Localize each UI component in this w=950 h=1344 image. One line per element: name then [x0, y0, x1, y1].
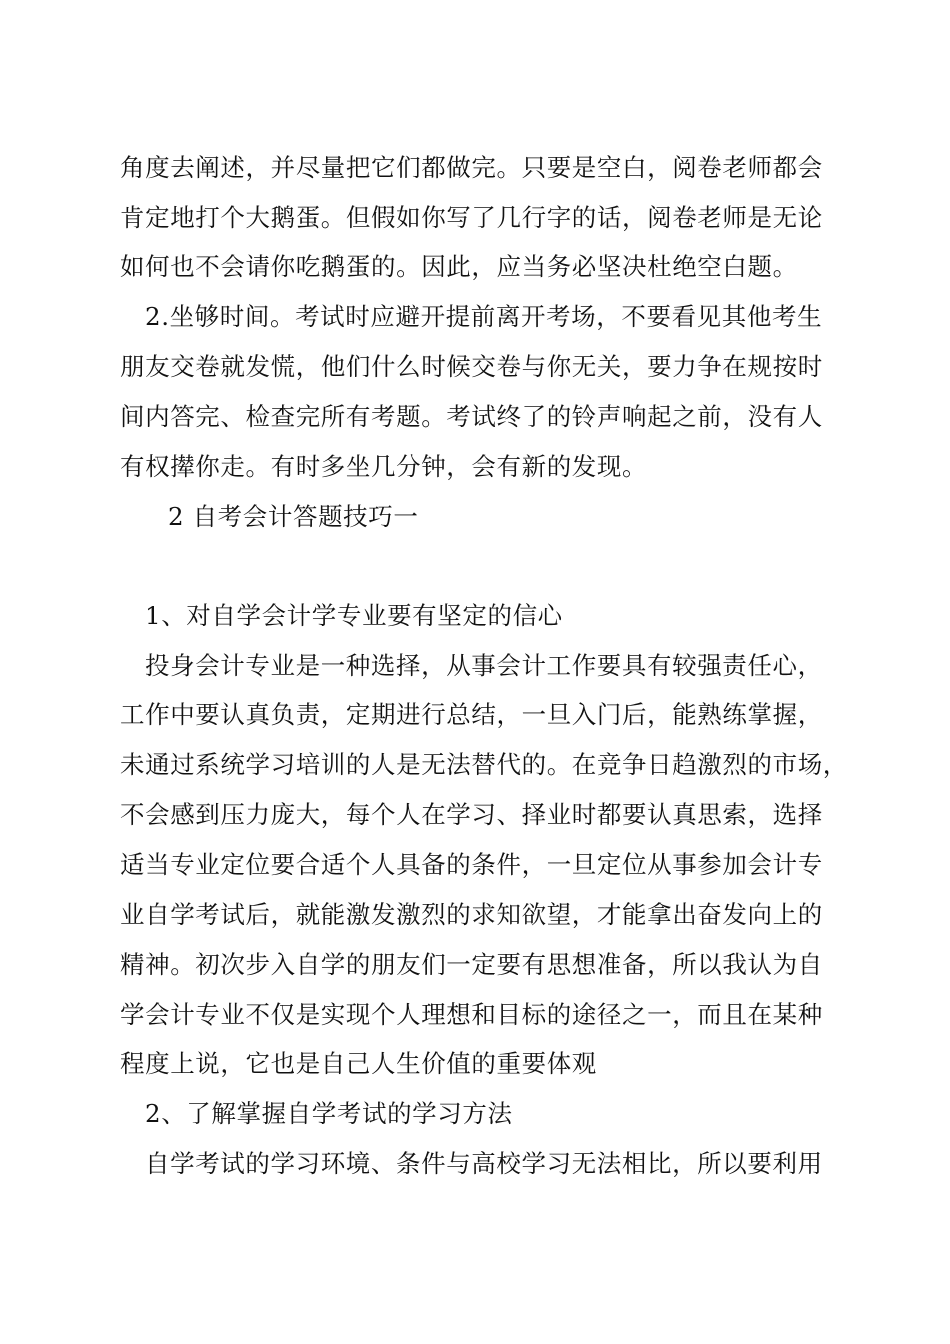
paragraph-line: 间内答完、检查完所有考题。考试终了的铃声响起之前，没有人: [120, 402, 823, 431]
paragraph-line: 有权撵你走。有时多坐几分钟，会有新的发现。: [120, 452, 648, 481]
paragraph-line: 未通过系统学习培训的人是无法替代的。在竞争日趋激烈的市场，: [120, 750, 848, 779]
paragraph-line: 自学考试的学习环境、条件与高校学习无法相比，所以要利用: [145, 1149, 823, 1178]
paragraph-line: 不会感到压力庞大，每个人在学习、择业时都要认真思索，选择: [120, 800, 823, 829]
paragraph-line: 业自学考试后，就能激发激烈的求知欲望，才能拿出奋发向上的: [120, 900, 823, 929]
paragraph-line: 肯定地打个大鹅蛋。但假如你写了几行字的话，阅卷老师是无论: [120, 203, 823, 232]
paragraph-line: 程度上说，它也是自己人生价值的重要体观: [120, 1049, 597, 1078]
paragraph-line: 投身会计专业是一种选择，从事会计工作要具有较强责任心，: [145, 651, 823, 680]
section-heading: 2 自考会计答题技巧一: [168, 502, 419, 531]
paragraph-line: 如何也不会请你吃鹅蛋的。因此，应当务必坚决杜绝空白题。: [120, 252, 798, 281]
paragraph-line: 朋友交卷就发慌，他们什么时候交卷与你无关，要力争在规按时: [120, 352, 823, 381]
paragraph-line: 适当专业定位要合适个人具备的条件，一旦定位从事参加会计专: [120, 850, 823, 879]
paragraph-line: 2.坐够时间。考试时应避开提前离开考场，不要看见其他考生: [145, 302, 823, 331]
subheading: 2、了解掌握自学考试的学习方法: [145, 1099, 513, 1128]
paragraph-line: 工作中要认真负责，定期进行总结，一旦入门后，能熟练掌握，: [120, 700, 823, 729]
subheading: 1、对自学会计学专业要有坚定的信心: [145, 601, 563, 630]
paragraph-line: 学会计专业不仅是实现个人理想和目标的途径之一，而且在某种: [120, 1000, 823, 1029]
paragraph-line: 角度去阐述，并尽量把它们都做完。只要是空白，阅卷老师都会: [120, 153, 823, 182]
paragraph-line: 精神。初次步入自学的朋友们一定要有思想准备，所以我认为自: [120, 950, 823, 979]
